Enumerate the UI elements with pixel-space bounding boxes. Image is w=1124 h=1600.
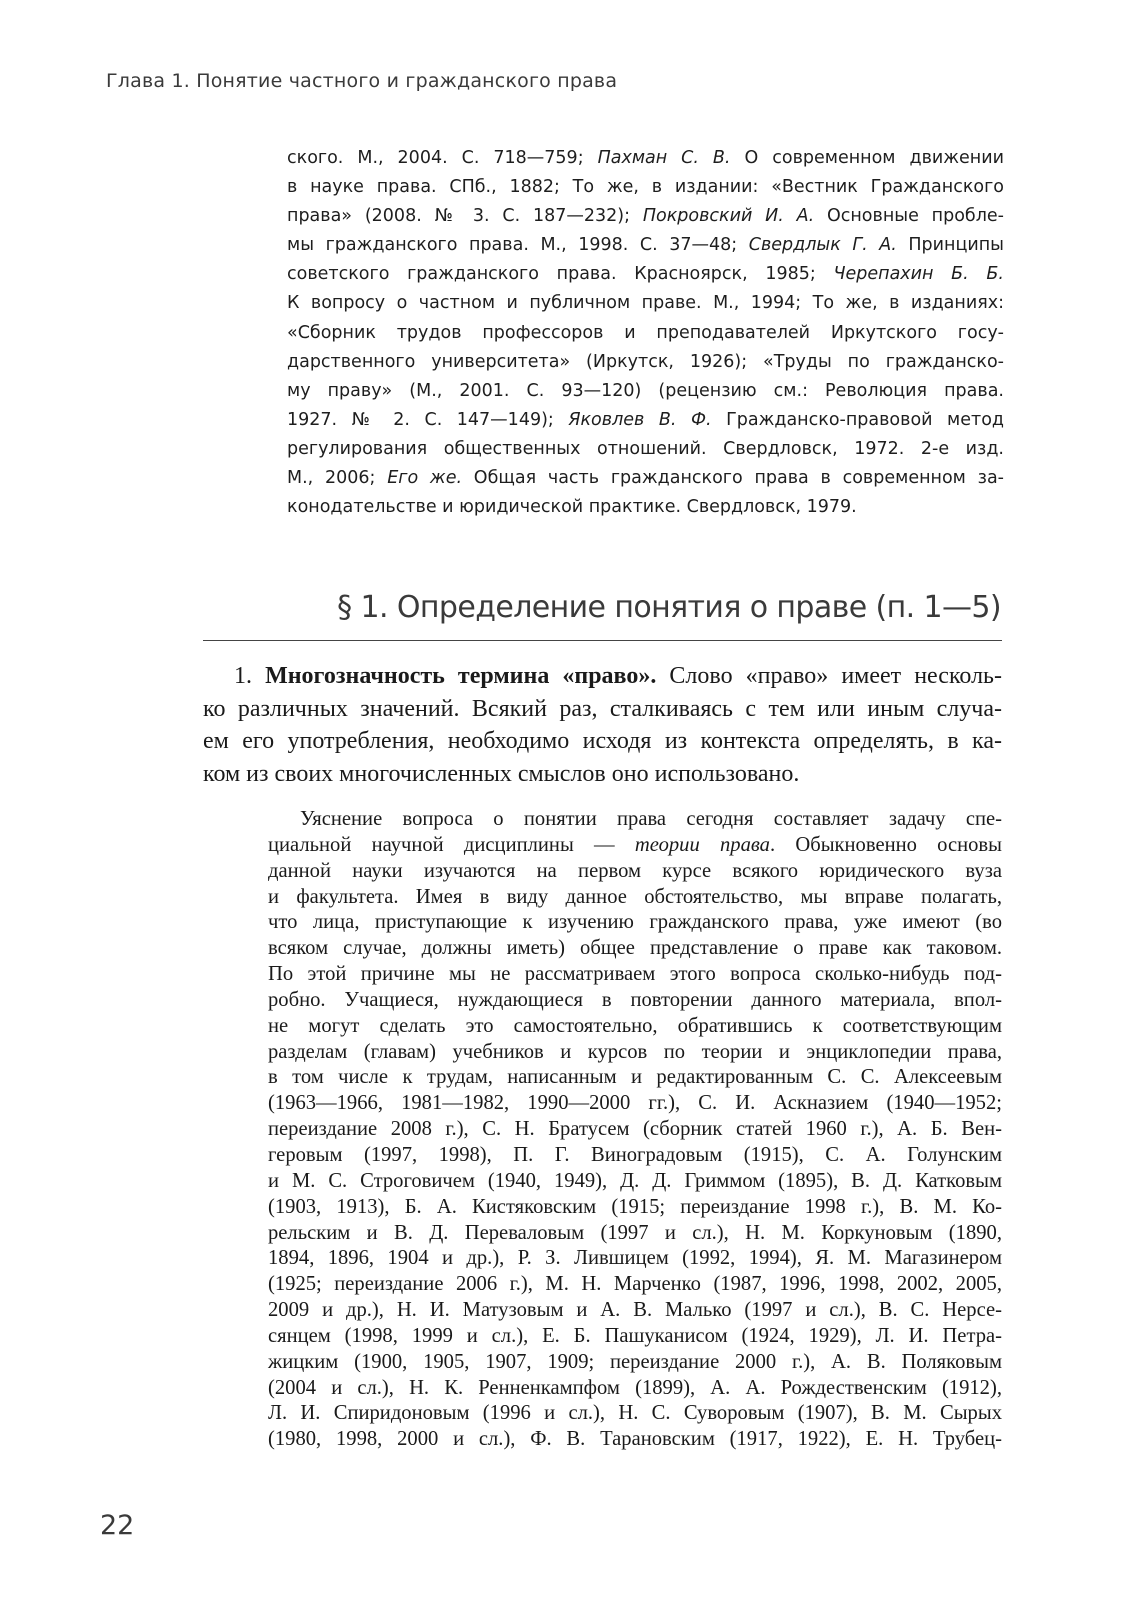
text-run: жицким (1900, 1905, 1907, 1909; переиздание 2000 г.), А. В. Поляковым bbox=[268, 1350, 1002, 1373]
text-run: регулирования общественных отношений. Свердловск, 1972. 2-е изд. bbox=[287, 438, 1004, 459]
bibliography-line bbox=[287, 289, 1004, 318]
text-run: Гражданско-правовой метод bbox=[711, 409, 1005, 430]
text-run: ко различных значений. Всякий раз, сталкиваясь с тем или иным случа- bbox=[203, 695, 1002, 722]
paragraph-line bbox=[268, 833, 1002, 859]
paragraph-line bbox=[268, 885, 1002, 911]
text-run: советского гражданского права. Красноярск, 1985; bbox=[287, 264, 834, 285]
paragraph-line bbox=[268, 1091, 1002, 1117]
text-run: ем его употребления, необходимо исходя из контекста определять, в ка- bbox=[203, 728, 1002, 754]
text-run: (1903, 1913), Б. А. Кистяковским (1915; переиздание 1998 г.), В. М. Ко- bbox=[268, 1195, 1002, 1218]
text-run: Уяснение вопроса о понятии права сегодня составляет задачу спе- bbox=[300, 808, 1002, 830]
italic-text: Его же. bbox=[387, 468, 463, 489]
paragraph-line bbox=[268, 1350, 1002, 1376]
text-run: циальной научной дисциплины — bbox=[268, 833, 635, 856]
bibliography-line bbox=[287, 260, 1004, 289]
paragraph-line bbox=[268, 1272, 1002, 1298]
text-run: Л. И. Спиридоновым (1996 и сл.), Н. С. Суворовым (1907), В. М. Сырых bbox=[268, 1402, 1002, 1425]
text-run: переиздание 2008 г.), С. Н. Братусем (сборник статей 1960 г.), А. Б. Вен- bbox=[268, 1118, 1002, 1141]
text-run: О современном движении bbox=[730, 148, 1004, 168]
bibliography-line bbox=[287, 464, 1004, 493]
text-run: Принципы bbox=[896, 235, 1004, 256]
paragraph-line bbox=[268, 910, 1002, 936]
text-run: (1925; переиздание 2006 г.), М. Н. Марченко (1987, 1996, 1998, 2002, 2005, bbox=[268, 1273, 1002, 1296]
paragraph-line bbox=[203, 660, 1002, 693]
bibliography-line bbox=[287, 435, 1004, 464]
paragraph-line bbox=[268, 859, 1002, 885]
paragraph-line bbox=[268, 1040, 1002, 1066]
paragraph-line bbox=[203, 693, 1002, 726]
text-run: . Обыкновенно основы bbox=[769, 833, 1002, 856]
text-run: робно. Учащиеся, нуждающиеся в повторении данного материала, впол- bbox=[268, 988, 1002, 1011]
text-run: дарственного университета» (Иркутск, 1926); «Труды по гражданско- bbox=[287, 351, 1004, 372]
text-run: Слово «право» имеет несколь- bbox=[656, 663, 1002, 689]
text-run: и М. С. Строговичем (1940, 1949), Д. Д. Гриммом (1895), В. Д. Катковым bbox=[268, 1169, 1002, 1192]
paragraph-line bbox=[203, 725, 1002, 758]
bibliography-line bbox=[287, 348, 1004, 377]
paragraph-line bbox=[268, 962, 1002, 988]
bibliography-line bbox=[287, 377, 1004, 406]
paragraph-line bbox=[268, 936, 1002, 962]
section-rule bbox=[203, 640, 1002, 641]
bibliography-line bbox=[287, 406, 1004, 435]
text-run: ком из своих многочисленных смыслов оно использовано. bbox=[203, 760, 800, 787]
paragraph-line bbox=[203, 758, 1002, 791]
bibliography-line bbox=[287, 231, 1004, 260]
italic-text: Яковлев В. Ф. bbox=[568, 409, 712, 430]
bibliography-block bbox=[287, 144, 1004, 522]
text-run: 1927. № 2. С. 147—149); bbox=[287, 409, 569, 430]
text-run: в том числе к трудам, написанным и редактированным С. С. Алексеевым bbox=[268, 1066, 1002, 1089]
text-run: разделам (главам) учебников и курсов по теории и энциклопедии права, bbox=[268, 1040, 1002, 1063]
text-run: М., 2006; bbox=[287, 468, 388, 489]
italic-text: Свердлык Г. А. bbox=[748, 235, 897, 256]
running-head: Глава 1. Понятие частного и гражданского права bbox=[106, 70, 618, 92]
text-run: 2009 и др.), Н. И. Матузовым и А. В. Малько (1997 и сл.), В. С. Нерсе- bbox=[268, 1299, 1002, 1322]
text-run: К вопросу о частном и публичном праве. М., 1994; То же, в изданиях: bbox=[287, 293, 1004, 314]
text-run: права» (2008. № 3. С. 187—232); bbox=[287, 206, 643, 227]
text-run: геровым (1997, 1998), П. Г. Виноградовым (1915), С. А. Голунским bbox=[268, 1143, 1002, 1166]
bibliography-line bbox=[287, 173, 1004, 202]
paragraph-line bbox=[268, 1427, 1002, 1453]
text-run: (1980, 1998, 2000 и сл.), Ф. В. Тарановским (1917, 1922), Е. Н. Трубец- bbox=[268, 1428, 1002, 1451]
bibliography-line bbox=[287, 319, 1004, 348]
paragraph-line bbox=[268, 807, 1002, 833]
bold-text: Многозначность термина «право». bbox=[265, 663, 657, 689]
text-run: сянцем (1998, 1999 и сл.), Е. Б. Пашуканисом (1924, 1929), Л. И. Петра- bbox=[268, 1324, 1002, 1347]
paragraph-line bbox=[268, 1143, 1002, 1169]
bibliography-line bbox=[287, 202, 1004, 231]
text-run: и факультета. Имея в виду данное обстоятельство, мы вправе полагать, bbox=[268, 885, 1002, 908]
paragraph-line bbox=[268, 988, 1002, 1014]
text-run: в науке права. СПб., 1882; То же, в издании: «Вестник Гражданского bbox=[287, 177, 1004, 198]
paragraph-line bbox=[268, 1324, 1002, 1350]
paragraph-line bbox=[268, 1195, 1002, 1221]
italic-text: теории права bbox=[634, 833, 770, 856]
paragraph-line bbox=[268, 1221, 1002, 1247]
text-run: что лица, приступающие к изучению гражданского права, уже имеют (во bbox=[268, 911, 1002, 934]
text-run: «Сборник трудов профессоров и преподавателей Иркутского госу- bbox=[287, 322, 1004, 343]
text-run: не могут сделать это самостоятельно, обратившись к соответствующим bbox=[268, 1014, 1002, 1037]
text-run: (2004 и сл.), Н. К. Ренненкампфом (1899), А. А. Рождественским (1912), bbox=[268, 1376, 1002, 1399]
paragraph-line bbox=[268, 1401, 1002, 1427]
bibliography-line bbox=[287, 493, 1004, 522]
paragraph-line bbox=[268, 1376, 1002, 1402]
paragraph-line bbox=[268, 1117, 1002, 1143]
text-run: ского. М., 2004. С. 718—759; bbox=[287, 148, 598, 168]
page-number: 22 bbox=[100, 1510, 135, 1541]
text-run: Общая часть гражданского права в современном за- bbox=[462, 468, 1004, 489]
section-title: § 1. Определение понятия о праве (п. 1—5) bbox=[337, 590, 1001, 625]
text-run: данной науки изучаются на первом курсе всякого юридического вуза bbox=[268, 859, 1002, 882]
bibliography-line bbox=[287, 144, 1004, 173]
paragraph-line bbox=[268, 1298, 1002, 1324]
text-run: рельским и В. Д. Переваловым (1997 и сл.), Н. М. Коркуновым (1890, bbox=[268, 1221, 1002, 1244]
paragraph-2 bbox=[268, 807, 1002, 1453]
text-run: По этой причине мы не рассматриваем этого вопроса сколько-нибудь под- bbox=[268, 963, 1002, 986]
paragraph-line bbox=[268, 1014, 1002, 1040]
text-run: конодательстве и юридической практике. Свердловск, 1979. bbox=[287, 497, 857, 518]
paragraph-line bbox=[268, 1065, 1002, 1091]
text-run: (1963—1966, 1981—1982, 1990—2000 гг.), С. И. Аскназием (1940—1952; bbox=[268, 1092, 1002, 1115]
text-run: всяком случае, должны иметь) общее представление о праве как таковом. bbox=[268, 937, 1002, 960]
paragraph-line bbox=[268, 1246, 1002, 1272]
italic-text: Черепахин Б. Б. bbox=[833, 264, 1004, 285]
text-run: Основные пробле- bbox=[814, 206, 1004, 227]
paragraph-1 bbox=[203, 660, 1002, 790]
italic-text: Пахман С. В. bbox=[597, 148, 731, 168]
italic-text: Покровский И. А. bbox=[642, 206, 815, 227]
text-run: 1894, 1896, 1904 и др.), Р. З. Лившицем (1992, 1994), Я. М. Магазинером bbox=[268, 1247, 1002, 1270]
text-run: му праву» (М., 2001. С. 93—120) (рецензию см.: Революция права. bbox=[287, 380, 1004, 401]
paragraph-line bbox=[268, 1169, 1002, 1195]
text-run: мы гражданского права. М., 1998. С. 37—48; bbox=[287, 235, 749, 256]
text-run: 1. bbox=[234, 663, 266, 689]
